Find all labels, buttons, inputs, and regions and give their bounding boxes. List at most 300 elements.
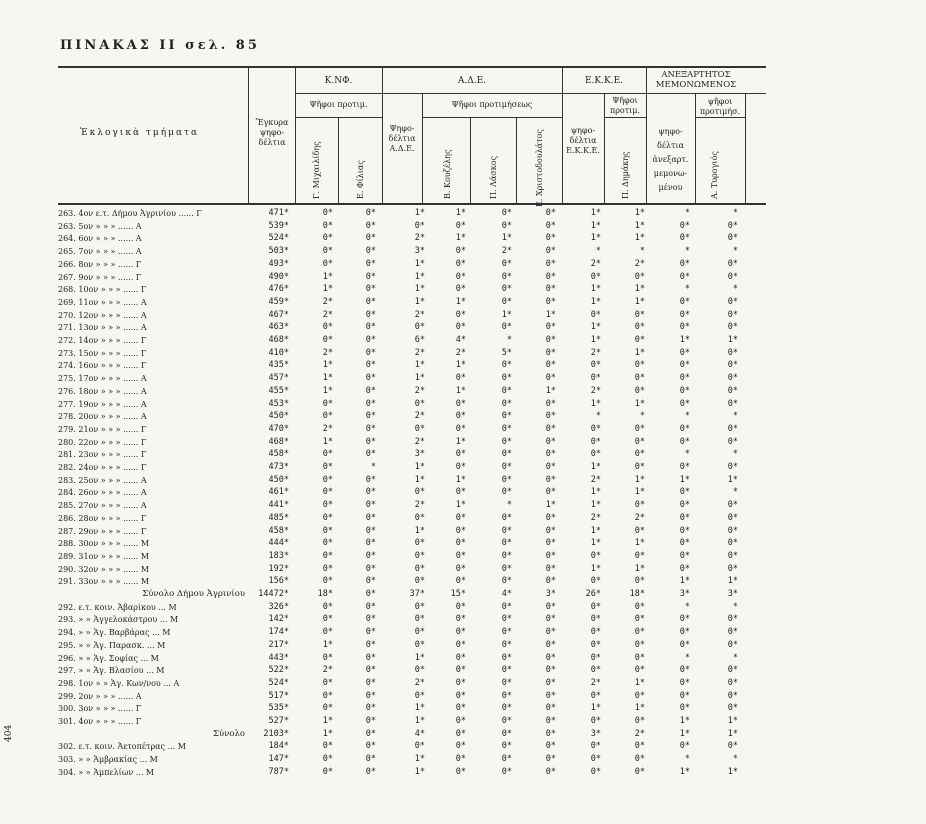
cell-value: 15* — [450, 589, 466, 599]
cell-value: 0* — [501, 462, 512, 472]
header-ind-c1: Α. Τυρογιός — [710, 151, 719, 199]
header-district-label: Ἐκλογικὰ τμήματα — [80, 128, 200, 138]
cell-value: 0* — [727, 525, 738, 536]
cell-value: 2* — [590, 512, 601, 523]
cell-value: * — [732, 284, 738, 295]
cell-value: 0* — [501, 576, 512, 587]
cell-value: 0* — [322, 258, 333, 269]
row-label: 282. 24ον » » » ...... Γ — [58, 463, 147, 472]
cell-value: 0* — [455, 550, 466, 561]
cell-value: 0* — [590, 614, 601, 625]
cell-value: 435* — [268, 360, 289, 371]
cell-value: 1* — [727, 716, 738, 726]
cell-value: 0* — [365, 487, 376, 498]
cell-value: 183* — [268, 550, 289, 561]
cell-value: 0* — [501, 550, 512, 561]
cell-value: 0* — [727, 500, 738, 511]
cell-value: 0* — [545, 766, 556, 777]
cell-value: 0* — [679, 462, 690, 472]
cell-value: 217* — [268, 639, 289, 650]
cell-value: 1* — [322, 385, 333, 396]
table-row — [0, 461, 926, 474]
cell-value: 0* — [727, 563, 738, 574]
cell-value: * — [684, 246, 690, 257]
cell-value: 0* — [634, 322, 645, 333]
cell-value: 0* — [322, 411, 333, 422]
cell-value: 0* — [727, 360, 738, 371]
cell-value: * — [684, 411, 690, 422]
table-row — [0, 499, 926, 512]
cell-value: 0* — [322, 601, 333, 612]
cell-value: 0* — [414, 665, 425, 676]
cell-value: 1* — [322, 436, 333, 447]
cell-value: 0* — [455, 271, 466, 282]
cell-value: 2* — [590, 258, 601, 269]
cell-value: * — [732, 754, 738, 765]
cell-value: 0* — [679, 538, 690, 549]
ekke-pref-rule — [604, 117, 646, 118]
row-label: Σύνολο Δήμου Ἀγρινίου — [142, 589, 245, 599]
cell-value: 0* — [455, 246, 466, 257]
cell-value: 0* — [545, 487, 556, 498]
cell-value: 468* — [268, 335, 289, 345]
cell-value: 0* — [545, 462, 556, 472]
cell-value: 0* — [634, 271, 645, 282]
cell-value: 1* — [679, 576, 690, 587]
cell-value: 0* — [365, 220, 376, 231]
cell-value: 0* — [634, 627, 645, 638]
cell-value: 1* — [322, 716, 333, 726]
cell-value: 0* — [414, 601, 425, 612]
cell-value: 1* — [634, 284, 645, 295]
cell-value: 1* — [679, 474, 690, 485]
cell-value: 0* — [501, 322, 512, 333]
cell-value: 0* — [365, 246, 376, 257]
cell-value: 0* — [634, 335, 645, 345]
cell-value: * — [595, 411, 601, 422]
cell-value: 0* — [590, 639, 601, 650]
header-ade: Α.Δ.Ε. — [457, 76, 487, 86]
col-divider — [338, 117, 339, 204]
row-label: 304. » » Ἀμπελίων ... Μ — [58, 767, 155, 777]
cell-value: 0* — [501, 614, 512, 625]
cell-value: 2* — [322, 296, 333, 307]
cell-value: 0* — [322, 208, 333, 218]
cell-value: 0* — [545, 296, 556, 307]
cell-value: 3* — [414, 449, 425, 460]
cell-value: 0* — [679, 347, 690, 358]
cell-value: 0* — [414, 627, 425, 638]
cell-value: 1* — [414, 284, 425, 295]
cell-value: 0* — [590, 373, 601, 384]
cell-value: 1* — [679, 716, 690, 726]
cell-value: 0* — [322, 398, 333, 409]
table-row — [0, 359, 926, 372]
ind-pref-rule — [695, 117, 745, 118]
cell-value: 0* — [365, 690, 376, 701]
cell-value: 0* — [590, 550, 601, 561]
table-row — [0, 512, 926, 525]
cell-value: 524* — [268, 677, 289, 688]
cell-value: 0* — [634, 716, 645, 726]
cell-value: 458* — [268, 525, 289, 536]
cell-value: 0* — [414, 512, 425, 523]
cell-value: 0* — [501, 208, 512, 218]
row-label: 291. 33ον » » » ...... Μ — [58, 577, 150, 587]
cell-value: 0* — [365, 423, 376, 434]
cell-value: 0* — [365, 563, 376, 574]
cell-value: 0* — [545, 284, 556, 295]
cell-value: 0* — [590, 741, 601, 752]
cell-value: 410* — [268, 347, 289, 358]
header-ind-ballots: ψηφο- δέλτια ἀνεξαρτ. μεμονω- μένου — [652, 127, 689, 192]
cell-value: 0* — [634, 436, 645, 447]
cell-value: 0* — [455, 487, 466, 498]
cell-value: 0* — [455, 741, 466, 752]
cell-value: 0* — [455, 563, 466, 574]
cell-value: 0* — [322, 652, 333, 663]
cell-value: 1* — [634, 296, 645, 307]
cell-value: 0* — [679, 309, 690, 320]
cell-value: 0* — [455, 716, 466, 726]
table-row — [0, 448, 926, 461]
cell-value: 0* — [322, 246, 333, 257]
cell-value: 0* — [322, 538, 333, 549]
table-row — [0, 334, 926, 347]
cell-value: 457* — [268, 373, 289, 384]
header-ade-c3: Ε. Χριστοδουλάτος — [535, 129, 544, 207]
cell-value: * — [506, 500, 512, 511]
header-ekke-ballots: ψηφο- δέλτια Ε.Κ.Κ.Ε. — [566, 126, 600, 155]
cell-value: 0* — [634, 500, 645, 511]
row-label: 264. 6ον » » » ...... Α — [58, 234, 142, 244]
cell-value: 0* — [727, 220, 738, 231]
cell-value: 2* — [634, 728, 645, 739]
cell-value: 0* — [365, 411, 376, 422]
cell-value: 2* — [414, 347, 425, 358]
cell-value: 0* — [545, 512, 556, 523]
cell-value: 0* — [590, 665, 601, 676]
cell-value: 0* — [545, 525, 556, 536]
cell-value: 1* — [455, 474, 466, 485]
cell-value: 0* — [455, 462, 466, 472]
cell-value: 2* — [414, 677, 425, 688]
cell-value: 2* — [414, 233, 425, 244]
cell-value: 0* — [322, 512, 333, 523]
cell-value: 0* — [414, 690, 425, 701]
cell-value: 450* — [268, 474, 289, 485]
cell-value: 2* — [322, 665, 333, 676]
cell-value: 0* — [322, 677, 333, 688]
table-row — [0, 283, 926, 296]
cell-value: 0* — [590, 754, 601, 765]
cell-value: 0* — [634, 385, 645, 396]
cell-value: 0* — [501, 258, 512, 269]
cell-value: 524* — [268, 233, 289, 244]
cell-value: 0* — [414, 220, 425, 231]
cell-value: * — [732, 411, 738, 422]
table-row — [0, 398, 926, 411]
row-label: 302. ε.τ. κοιν. Ἀετοπέτρας ... Μ — [58, 742, 186, 752]
cell-value: 1* — [455, 360, 466, 371]
col-divider — [248, 66, 249, 204]
cell-value: 0* — [679, 398, 690, 409]
row-label: 289. 31ον » » » ...... Μ — [58, 551, 150, 561]
cell-value: 0* — [455, 512, 466, 523]
cell-value: 3* — [590, 728, 601, 739]
cell-value: 0* — [545, 220, 556, 231]
table-row — [0, 372, 926, 385]
cell-value: * — [639, 411, 645, 422]
cell-value: 0* — [545, 335, 556, 345]
cell-value: 5* — [501, 347, 512, 358]
cell-value: 4* — [501, 589, 512, 599]
cell-value: 0* — [322, 741, 333, 752]
cell-value: 1* — [634, 703, 645, 714]
cell-value: 2* — [414, 385, 425, 396]
cell-value: 1* — [590, 208, 601, 218]
cell-value: 0* — [365, 741, 376, 752]
cell-value: 0* — [455, 449, 466, 460]
row-label: 300. 3ον » » » ...... Γ — [58, 704, 142, 714]
cell-value: 0* — [634, 576, 645, 587]
cell-value: 0* — [545, 474, 556, 485]
cell-value: 1* — [634, 233, 645, 244]
cell-value: 0* — [365, 271, 376, 282]
table-row-total — [0, 588, 926, 601]
cell-value: 0* — [501, 665, 512, 676]
cell-value: 471* — [268, 208, 289, 218]
cell-value: 0* — [501, 436, 512, 447]
row-label: 288. 30ον » » » ...... Μ — [58, 539, 150, 549]
cell-value: * — [732, 487, 738, 498]
cell-value: 0* — [501, 398, 512, 409]
cell-value: 1* — [634, 220, 645, 231]
cell-value: 0* — [679, 703, 690, 714]
cell-value: 4* — [414, 728, 425, 739]
cell-value: 0* — [455, 398, 466, 409]
table-row — [0, 220, 926, 233]
row-label: 274. 16ον » » » ...... Γ — [58, 361, 147, 371]
row-label: 283. 25ον » » » ...... Α — [58, 475, 147, 485]
cell-value: 0* — [322, 449, 333, 460]
table-row — [0, 575, 926, 588]
cell-value: 174* — [268, 627, 289, 638]
cell-value: 0* — [590, 449, 601, 460]
cell-value: 18* — [317, 589, 333, 599]
cell-value: 0* — [634, 652, 645, 663]
cell-value: * — [732, 652, 738, 663]
page-title: ΠΙΝΑΚΑΣ II σελ. 85 — [60, 38, 260, 53]
cell-value: 0* — [414, 398, 425, 409]
cell-value: 0* — [501, 525, 512, 536]
table-row — [0, 486, 926, 499]
cell-value: 0* — [455, 703, 466, 714]
cell-value: 0* — [501, 728, 512, 739]
cell-value: 0* — [501, 652, 512, 663]
table-row — [0, 753, 926, 766]
cell-value: 0* — [322, 322, 333, 333]
cell-value: 0* — [634, 525, 645, 536]
cell-value: 0* — [455, 754, 466, 765]
cell-value: 0* — [590, 690, 601, 701]
cell-value: 0* — [679, 487, 690, 498]
cell-value: 3* — [414, 246, 425, 257]
cell-value: 1* — [414, 754, 425, 765]
cell-value: 0* — [634, 360, 645, 371]
cell-value: 0* — [679, 550, 690, 561]
cell-value: 0* — [727, 614, 738, 625]
cell-value: 1* — [545, 309, 556, 320]
cell-value: 0* — [501, 563, 512, 574]
cell-value: 522* — [268, 665, 289, 676]
cell-value: 0* — [365, 385, 376, 396]
cell-value: 0* — [501, 716, 512, 726]
cell-value: 1* — [414, 462, 425, 472]
cell-value: 1* — [727, 766, 738, 777]
cell-value: 0* — [590, 436, 601, 447]
cell-value: 0* — [679, 258, 690, 269]
cell-value: 0* — [501, 271, 512, 282]
cell-value: 2* — [322, 347, 333, 358]
table-row — [0, 296, 926, 309]
cell-value: 0* — [322, 525, 333, 536]
cell-value: 463* — [268, 322, 289, 333]
cell-value: 0* — [590, 716, 601, 726]
table-row — [0, 626, 926, 639]
cell-value: 787* — [268, 766, 289, 777]
table-row — [0, 664, 926, 677]
cell-value: 490* — [268, 271, 289, 282]
cell-value: 1* — [414, 766, 425, 777]
cell-value: 0* — [545, 639, 556, 650]
cell-value: 0* — [545, 208, 556, 218]
row-label: 278. 20ον » » » ...... Α — [58, 412, 147, 422]
cell-value: 0* — [365, 665, 376, 676]
cell-value: 455* — [268, 385, 289, 396]
cell-value: 0* — [365, 347, 376, 358]
cell-value: 476* — [268, 284, 289, 295]
cell-value: 0* — [322, 627, 333, 638]
cell-value: 0* — [679, 322, 690, 333]
cell-value: 2* — [414, 500, 425, 511]
cell-value: 0* — [727, 703, 738, 714]
cell-value: 1* — [455, 233, 466, 244]
cell-value: 0* — [501, 411, 512, 422]
cell-value: 0* — [322, 462, 333, 472]
cell-value: 1* — [501, 309, 512, 320]
cell-value: 326* — [268, 601, 289, 612]
cell-value: 0* — [727, 690, 738, 701]
table-row — [0, 715, 926, 728]
cell-value: 0* — [322, 614, 333, 625]
cell-value: 0* — [414, 563, 425, 574]
cell-value: * — [684, 652, 690, 663]
cell-value: 1* — [455, 436, 466, 447]
cell-value: 0* — [634, 639, 645, 650]
cell-value: 1* — [414, 258, 425, 269]
cell-value: 0* — [545, 246, 556, 257]
table-row — [0, 410, 926, 423]
cell-value: 0* — [501, 538, 512, 549]
cell-value: 0* — [590, 271, 601, 282]
cell-value: 1* — [545, 385, 556, 396]
cell-value: 0* — [501, 284, 512, 295]
cell-value: 0* — [545, 614, 556, 625]
cell-value: 1* — [455, 500, 466, 511]
cell-value: 0* — [501, 360, 512, 371]
cell-value: 1* — [501, 233, 512, 244]
cell-value: 0* — [679, 614, 690, 625]
row-label: 294. » » Ἁγ. Βαρβάρας ... Μ — [58, 628, 171, 638]
cell-value: 2* — [414, 411, 425, 422]
cell-value: 0* — [545, 436, 556, 447]
cell-value: 503* — [268, 246, 289, 257]
row-label: 263. 4ον ε.τ. Δήμου Ἀγρινίου ...... Γ — [58, 209, 202, 218]
cell-value: 0* — [322, 335, 333, 345]
cell-value: 0* — [501, 741, 512, 752]
cell-value: 0* — [679, 233, 690, 244]
cell-value: 0* — [634, 766, 645, 777]
cell-value: 2* — [590, 347, 601, 358]
cell-value: 0* — [679, 512, 690, 523]
cell-value: 2* — [590, 677, 601, 688]
cell-value: 0* — [365, 677, 376, 688]
cell-value: 3* — [727, 589, 738, 599]
cell-value: 0* — [634, 449, 645, 460]
cell-value: 0* — [634, 462, 645, 472]
cell-value: 0* — [365, 716, 376, 726]
cell-value: 147* — [268, 754, 289, 765]
cell-value: 18* — [629, 589, 645, 599]
col-divider — [745, 93, 746, 204]
table-row — [0, 639, 926, 652]
cell-value: 0* — [501, 449, 512, 460]
cell-value: 0* — [634, 754, 645, 765]
cell-value: 0* — [679, 373, 690, 384]
cell-value: 0* — [322, 563, 333, 574]
table-row — [0, 245, 926, 258]
cell-value: 1* — [727, 576, 738, 587]
cell-value: 1* — [634, 677, 645, 688]
row-label: 292. ε.τ. κοιν. Ἀβαρίκου ... Μ — [58, 602, 177, 612]
cell-value: 0* — [414, 423, 425, 434]
cell-value: 2* — [322, 309, 333, 320]
cell-value: 0* — [634, 665, 645, 676]
cell-value: 0* — [679, 525, 690, 536]
header-top-rule — [58, 66, 766, 68]
cell-value: 0* — [545, 601, 556, 612]
cell-value: 0* — [455, 322, 466, 333]
cell-value: 0* — [455, 614, 466, 625]
cell-value: 0* — [545, 576, 556, 587]
cell-value: 0* — [455, 728, 466, 739]
header-ekke-c1: Π. Δημάκης — [621, 151, 630, 199]
cell-value: 1* — [590, 500, 601, 511]
cell-value: 156* — [268, 576, 289, 587]
cell-value: 1* — [414, 525, 425, 536]
cell-value: 2* — [634, 512, 645, 523]
cell-value: 0* — [322, 576, 333, 587]
cell-value: 0* — [501, 385, 512, 396]
cell-value: 0* — [634, 741, 645, 752]
cell-value: 0* — [322, 550, 333, 561]
cell-value: 1* — [679, 728, 690, 739]
table-row — [0, 474, 926, 487]
cell-value: 1* — [455, 385, 466, 396]
cell-value: 0* — [455, 639, 466, 650]
cell-value: 0* — [545, 754, 556, 765]
